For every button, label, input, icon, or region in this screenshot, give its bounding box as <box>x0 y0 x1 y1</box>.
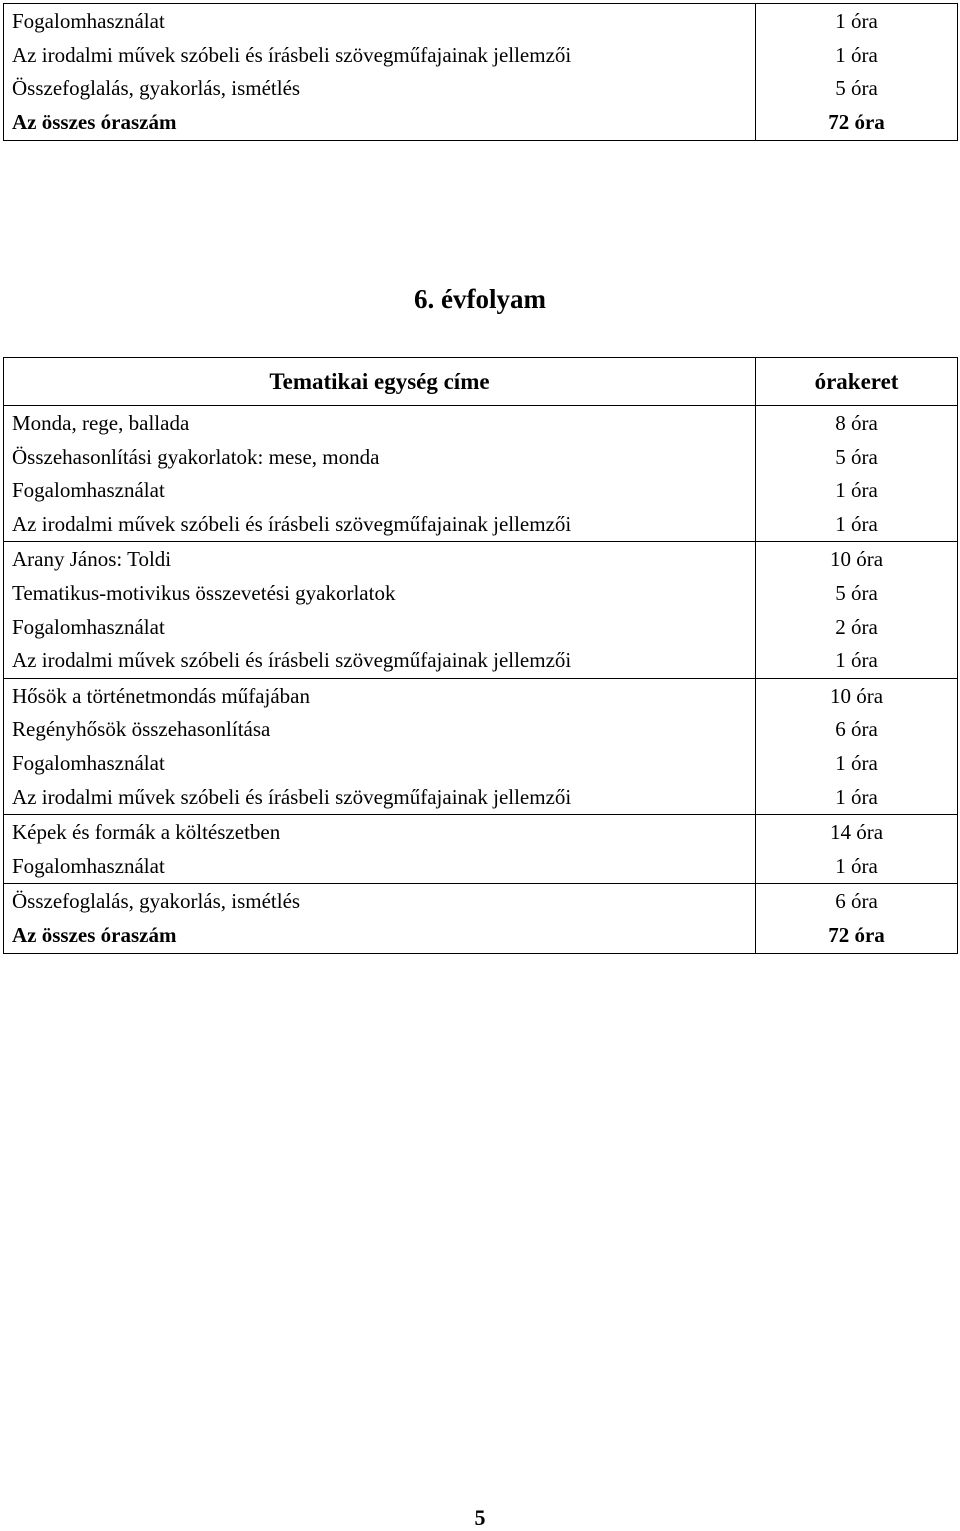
topic-label: Az irodalmi művek szóbeli és írásbeli szövegműfajainak jellemzői <box>12 648 572 673</box>
topic-label: Hősök a történetmondás műfajában <box>12 683 310 708</box>
topic-label: Regényhősök összehasonlítása <box>12 717 271 742</box>
hours-value: 5 óra <box>835 444 878 469</box>
hours-value: 14 óra <box>829 820 884 845</box>
topic-label: Összehasonlítási gyakorlatok: mese, monda <box>12 444 380 469</box>
hours-value: 1 óra <box>835 853 878 878</box>
table-row <box>4 4 958 141</box>
topic-cell <box>4 815 756 884</box>
column-header-topic: Tematikai egység címe <box>4 358 756 406</box>
hours-value: 2 óra <box>835 614 878 639</box>
topic-cell <box>4 4 756 141</box>
hours-value: 8 óra <box>835 411 878 435</box>
hours-cell <box>756 542 958 678</box>
hours-value: 5 óra <box>835 76 878 101</box>
hours-value: 1 óra <box>835 648 878 673</box>
topic-label: Fogalomhasználat <box>12 750 165 775</box>
topic-cell <box>4 542 756 678</box>
hours-value: 1 óra <box>835 42 878 67</box>
topic-cell <box>4 884 756 953</box>
topic-label: Fogalomhasználat <box>12 9 165 33</box>
column-header-hours: órakeret <box>756 358 958 406</box>
hours-value: 6 óra <box>835 717 878 742</box>
hours-cell <box>756 678 958 814</box>
page-number: 5 <box>474 1505 486 1530</box>
hours-cell <box>756 815 958 884</box>
section-heading: 6. évfolyam <box>414 284 546 314</box>
total-label: Az összes óraszám <box>12 109 177 134</box>
topic-label: Képek és formák a költészetben <box>12 820 281 845</box>
hours-cell <box>756 406 958 542</box>
previous-grade-table <box>3 3 958 141</box>
table-row-group <box>4 542 958 678</box>
hours-value: 1 óra <box>835 511 878 536</box>
table-row-group <box>4 884 958 953</box>
topic-label: Az irodalmi művek szóbeli és írásbeli szövegműfajainak jellemzői <box>12 42 572 67</box>
total-hours: 72 óra <box>828 109 885 134</box>
hours-value: 6 óra <box>835 889 878 914</box>
hours-value: 1 óra <box>835 784 878 809</box>
topic-label: Összefoglalás, gyakorlás, ismétlés <box>12 76 301 101</box>
topic-label: Összefoglalás, gyakorlás, ismétlés <box>12 889 301 914</box>
hours-value: 1 óra <box>835 9 878 33</box>
hours-value: 5 óra <box>835 580 878 605</box>
hours-value: 10 óra <box>829 683 884 708</box>
table-row-group <box>4 815 958 884</box>
total-hours: 72 óra <box>828 922 885 947</box>
hours-value: 10 óra <box>829 547 884 572</box>
topic-label: Arany János: Toldi <box>12 547 172 572</box>
hours-cell <box>756 4 958 141</box>
topic-label: Tematikus-motivikus összevetési gyakorlatok <box>12 580 396 605</box>
hours-cell <box>756 884 958 953</box>
topic-label: Az irodalmi művek szóbeli és írásbeli szövegműfajainak jellemzői <box>12 511 572 536</box>
hours-value: 1 óra <box>835 750 878 775</box>
topic-label: Fogalomhasználat <box>12 853 165 878</box>
table-row-group <box>4 406 958 542</box>
table-header-row <box>4 358 958 406</box>
topic-label: Fogalomhasználat <box>12 478 165 503</box>
topic-cell <box>4 678 756 814</box>
topic-label: Monda, rege, ballada <box>12 411 190 435</box>
total-label: Az összes óraszám <box>12 922 177 947</box>
topic-label: Az irodalmi művek szóbeli és írásbeli szövegműfajainak jellemzői <box>12 784 572 809</box>
table-row-group <box>4 678 958 814</box>
grade-6-table <box>3 357 958 954</box>
topic-label: Fogalomhasználat <box>12 614 165 639</box>
topic-cell <box>4 406 756 542</box>
hours-value: 1 óra <box>835 478 878 503</box>
